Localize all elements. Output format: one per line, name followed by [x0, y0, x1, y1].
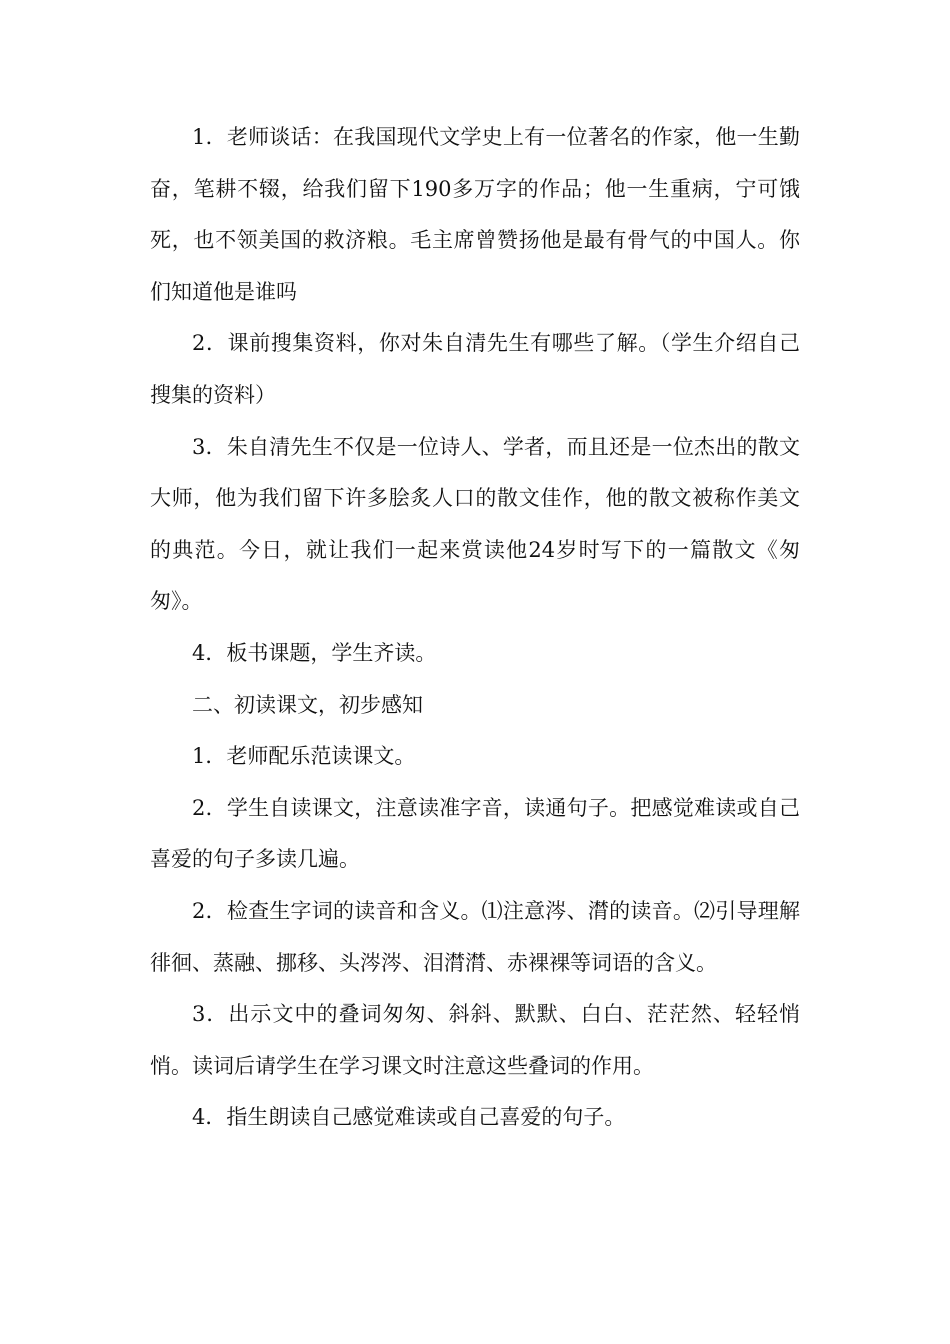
paragraph-read-aloud: 4．指生朗读自己感觉难读或自己喜爱的句子。: [192, 1105, 626, 1130]
paragraph-model-reading: 1．老师配乐范读课文。: [192, 744, 416, 769]
paragraph-self-reading: 2．学生自读课文，注意读准字音，读通句子。把感觉难读或自己喜爱的句子多读几遍。: [150, 795, 800, 872]
paragraph-author-intro: 3．朱自清先生不仅是一位诗人、学者，而且还是一位杰出的散文大师，他为我们留下许多脍炙人口的散文佳作，他的散文被称作美文的典范。今日，就让我们一起来赏读他24岁时写下的一篇散文《匆匆》。: [150, 434, 800, 614]
paragraph-board-title: 4．板书课题，学生齐读。: [192, 640, 437, 665]
paragraph-teacher-intro: 1．老师谈话：在我国现代文学史上有一位著名的作家，他一生勤奋，笔耕不辍，给我们留下190多万字的作品；他一生重病，宁可饿死，也不领美国的救济粮。毛主席曾赞扬他是最有骨气的中国人。你们知道他是谁吗: [150, 125, 800, 304]
paragraph-vocabulary-check: 2．检查生字词的读音和含义。⑴注意涔、潸的读音。⑵引导理解徘徊、蒸融、挪移、头涔涔、泪潸潸、赤裸裸等词语的含义。: [150, 898, 800, 975]
section-heading-first-reading: 二、初读课文，初步感知: [192, 692, 423, 717]
paragraph-collect-materials: 2．课前搜集资料，你对朱自清先生有哪些了解。（学生介绍自己搜集的资料）: [150, 331, 800, 407]
paragraph-reduplicated-words: 3．出示文中的叠词匆匆、斜斜、默默、白白、茫茫然、轻轻悄悄。读词后请学生在学习课文时注意这些叠词的作用。: [150, 1002, 800, 1078]
document-body: [150, 112, 800, 1144]
